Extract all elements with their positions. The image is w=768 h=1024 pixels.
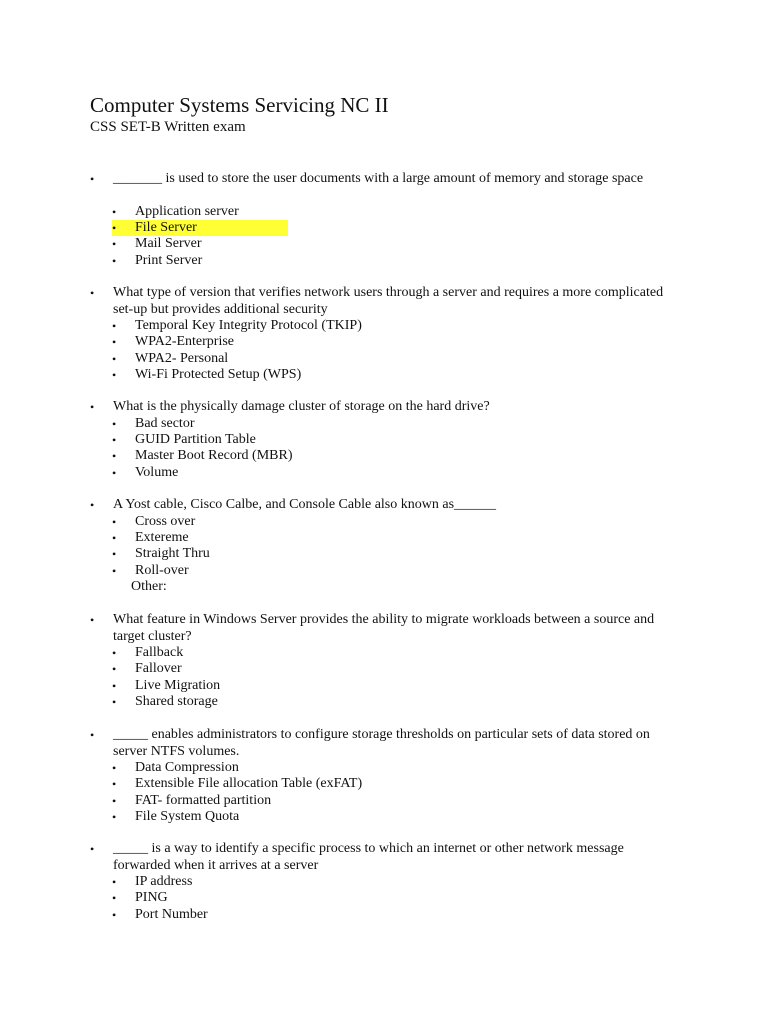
bullet-icon: • [112, 662, 117, 677]
question-5-text-line [90, 612, 680, 645]
option-label: Mail Server [135, 236, 202, 252]
question-5-options [90, 645, 680, 711]
bullet-icon: • [90, 400, 95, 414]
option-item [90, 514, 680, 530]
bullet-icon: • [112, 891, 117, 906]
bullet-icon: • [90, 728, 95, 742]
bullet-icon: • [112, 319, 117, 333]
option-label: Roll-over [135, 562, 189, 578]
option-item [90, 204, 680, 220]
question-7-text: _____ is a way to identify a specific process to which an internet or other network message forwarded when it arrives at a server [113, 841, 624, 873]
bullet-icon: • [112, 368, 117, 383]
question-2 [90, 285, 680, 384]
page-title: Computer Systems Servicing NC II [90, 93, 389, 117]
bullet-icon: • [112, 335, 117, 350]
question-7 [90, 841, 680, 923]
bullet-icon: • [112, 465, 117, 480]
option-label: Cross over [135, 513, 196, 529]
option-label: Fallover [135, 661, 182, 677]
option-label: Shared storage [135, 694, 218, 710]
bullet-icon: • [90, 613, 95, 627]
option-item [90, 334, 680, 350]
option-label: IP address [135, 874, 193, 889]
option-item [90, 694, 680, 710]
question-4-text-line [90, 497, 680, 514]
option-label: GUID Partition Table [135, 431, 256, 447]
bullet-icon: • [112, 253, 117, 268]
bullet-icon: • [112, 416, 117, 431]
question-1-options [90, 204, 680, 270]
option-item [90, 661, 680, 677]
option-item [90, 318, 680, 334]
question-3-options [90, 416, 680, 482]
question-6 [90, 727, 680, 826]
bullet-icon: • [112, 237, 117, 252]
option-label: PING [135, 890, 168, 906]
option-item [90, 465, 680, 481]
bullet-icon: • [112, 449, 117, 464]
option-label: Data Compression [135, 760, 239, 775]
question-6-text: _____ enables administrators to configure storage thresholds on particular sets of data stored on server NTFS volumes. [113, 727, 650, 759]
option-item [90, 432, 680, 448]
option-label: Temporal Key Integrity Protocol (TKIP) [135, 318, 362, 333]
option-label: Live Migration [135, 677, 221, 693]
bullet-icon: • [112, 907, 117, 922]
option-label: File System Quota [135, 809, 240, 825]
bullet-icon: • [112, 761, 117, 775]
other-label: Other: [131, 579, 167, 595]
bullet-icon: • [112, 678, 117, 693]
bullet-icon: • [90, 286, 95, 300]
bullet-icon: • [112, 432, 117, 447]
bullet-icon: • [112, 793, 117, 808]
bullet-icon: • [90, 498, 95, 512]
option-label: Master Boot Record (MBR) [135, 448, 293, 464]
option-item [90, 809, 680, 825]
bullet-icon: • [112, 530, 117, 545]
option-item [90, 367, 680, 383]
option-item [90, 793, 680, 809]
option-item [90, 448, 680, 464]
option-label: Extereme [135, 529, 189, 545]
question-2-text-line [90, 285, 680, 318]
option-item [90, 253, 680, 269]
option-label: Port Number [135, 906, 208, 922]
page-subtitle: CSS SET-B Written exam [90, 119, 246, 135]
option-label: FAT- formatted partition [135, 792, 272, 808]
option-item [90, 645, 680, 661]
option-item [90, 530, 680, 546]
question-1 [90, 171, 680, 269]
option-item-highlighted [90, 220, 680, 236]
option-item [90, 776, 680, 792]
question-7-text-line [90, 841, 680, 874]
option-label: WPA2-Enterprise [135, 334, 235, 350]
bullet-icon: • [112, 695, 117, 710]
option-label: Application server [135, 203, 239, 219]
option-label: Straight Thru [135, 546, 210, 562]
question-1-text-line [90, 171, 680, 188]
option-item [90, 907, 680, 923]
bullet-icon: • [112, 514, 117, 529]
bullet-icon: • [112, 547, 117, 562]
question-5-text: What feature in Windows Server provides the ability to migrate workloads between a source and target cluster? [113, 612, 655, 644]
option-item [90, 874, 680, 890]
option-label: WPA2- Personal [135, 350, 229, 366]
bullet-icon: • [112, 220, 117, 235]
bullet-icon: • [112, 777, 117, 792]
option-label: File Server [135, 219, 197, 235]
option-label: Print Server [135, 252, 203, 268]
option-label: Wi-Fi Protected Setup (WPS) [135, 367, 302, 383]
option-label: Extensible File allocation Table (exFAT) [135, 776, 363, 792]
bullet-icon: • [90, 172, 95, 186]
bullet-icon: • [112, 204, 117, 219]
option-label: Volume [135, 464, 179, 480]
option-item [90, 416, 680, 432]
question-7-options [90, 874, 680, 923]
option-label: Bad sector [135, 415, 195, 431]
bullet-icon: • [112, 563, 117, 578]
question-3-text: What is the physically damage cluster of storage on the hard drive? [113, 399, 490, 414]
option-item [90, 890, 680, 906]
question-2-text: What type of version that verifies network users through a server and requires a more complicated set-up but provides additional security [113, 285, 664, 317]
option-item [90, 351, 680, 367]
option-item [90, 563, 680, 579]
question-6-text-line [90, 727, 680, 760]
question-1-text: _______ is used to store the user documents with a large amount of memory and storage space [113, 171, 644, 186]
bullet-icon: • [112, 351, 117, 366]
question-3 [90, 399, 680, 481]
bullet-icon: • [112, 875, 117, 889]
option-item [90, 760, 680, 776]
option-item [90, 236, 680, 252]
bullet-icon: • [112, 646, 117, 660]
option-item [90, 678, 680, 694]
question-4-text: A Yost cable, Cisco Calbe, and Console Cable also known as______ [113, 497, 497, 512]
question-4 [90, 497, 680, 596]
question-4-options [90, 514, 680, 580]
question-2-options [90, 318, 680, 384]
question-5 [90, 612, 680, 711]
option-label: Fallback [135, 645, 184, 660]
option-item [90, 546, 680, 562]
bullet-icon: • [90, 842, 95, 856]
bullet-icon: • [112, 810, 117, 825]
question-6-options [90, 760, 680, 826]
question-3-text-line [90, 399, 680, 416]
